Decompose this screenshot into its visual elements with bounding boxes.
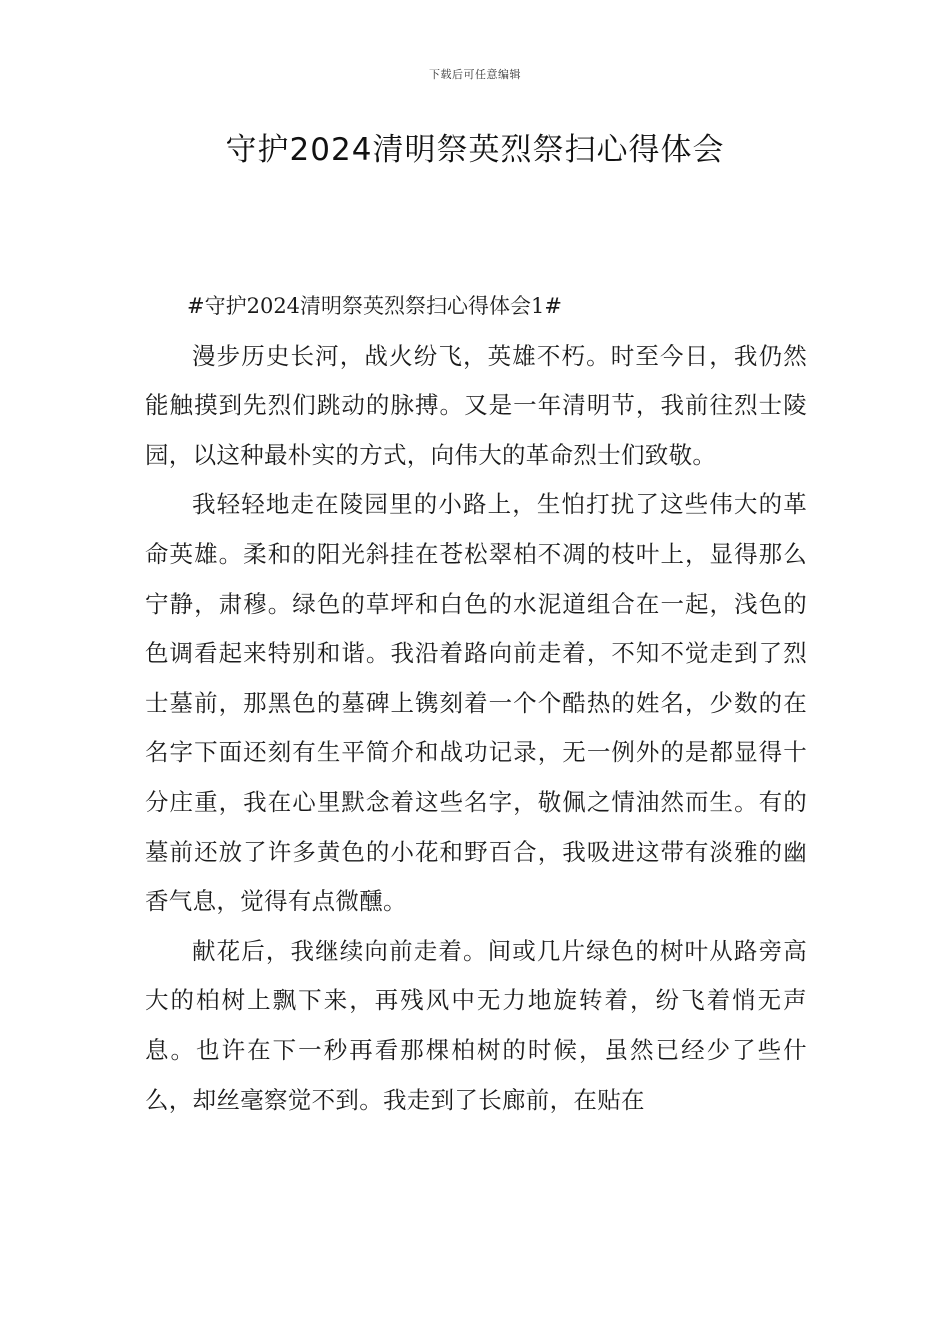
paragraph: 献花后，我继续向前走着。间或几片绿色的树叶从路旁高大的柏树上飘下来，再残风中无力地旋转着，纷飞着悄无声息。也许在下一秒再看那棵柏树的时候，虽然已经少了些什么，却丝毫察觉不到。我走到了长廊前，在贴在: [145, 936, 807, 1114]
paragraph: 漫步历史长河，战火纷飞，英雄不朽。时至今日，我仍然能触摸到先烈们跳动的脉搏。又是一年清明节，我前往烈士陵园，以这种最朴实的方式，向伟大的革命烈士们致敬。: [145, 341, 807, 469]
document-body: [145, 282, 807, 1125]
document-title: 守护2024清明祭英烈祭扫心得体会: [225, 132, 725, 168]
paragraph: 我轻轻地走在陵园里的小路上，生怕打扰了这些伟大的革命英雄。柔和的阳光斜挂在苍松翠柏不凋的枝叶上，显得那么宁静，肃穆。绿色的草坪和白色的水泥道组合在一起，浅色的色调看起来特别和谐。我沿着路向前走着，不知不觉走到了烈士墓前，那黑色的墓碑上镌刻着一个个酷热的姓名，少数的在名字下面还刻有生平简介和战功记录，无一例外的是都显得十分庄重，我在心里默念着这些名字，敬佩之情油然而生。有的墓前还放了许多黄色的小花和野百合，我吸进这带有淡雅的幽香气息，觉得有点微醺。: [145, 490, 807, 916]
header-note: 下载后可任意编辑: [429, 68, 521, 81]
section-heading: #守护2024清明祭英烈祭扫心得体会1#: [187, 294, 562, 318]
